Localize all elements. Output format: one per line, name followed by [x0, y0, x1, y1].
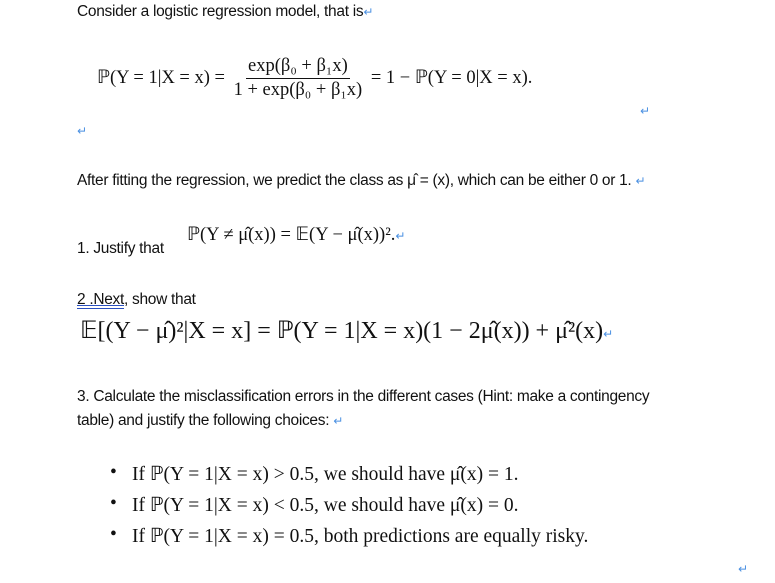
list-item: • If ℙ(Y = 1|X = x) > 0.5, we should have μ̂(x) = 1.	[110, 462, 588, 493]
paragraph-mark-icon: ↵	[635, 174, 646, 188]
q2-label: 2 .Next, show that	[77, 291, 196, 308]
paragraph-mark-icon: ↵	[640, 104, 651, 118]
q3-line1: 3. Calculate the misclassification errors in the different cases (Hint: make a contingency	[77, 388, 650, 405]
paragraph-mark-icon: ↵	[333, 414, 343, 428]
list-item: • If ℙ(Y = 1|X = x) = 0.5, both predictions are equally risky.	[110, 524, 588, 555]
paragraph-mark-icon: ↵	[77, 124, 88, 138]
q1-label: 1. Justify that	[77, 240, 164, 257]
formula-fraction	[234, 56, 363, 101]
q1-formula: ℙ(Y ≠ μ̂(x)) = 𝔼(Y − μ̂(x))².↵	[187, 225, 406, 245]
paragraph-mark-icon: ↵	[363, 5, 374, 19]
formula-lhs: ℙ(Y = 1|X = x) =	[97, 67, 225, 88]
paragraph-mark-icon: ↵	[738, 562, 749, 576]
paragraph-mark-icon: ↵	[603, 327, 614, 341]
numerator: exp(β₀ + β₁x)	[246, 56, 350, 79]
denominator: 1 + exp(β₀ + β₁x)	[233, 80, 363, 100]
logistic-formula	[97, 56, 532, 101]
q2-formula: 𝔼[(Y − μ̂)²|X = x] = ℙ(Y = 1|X = x)(1 − 2μ̂(x)) + μ̂²(x)↵	[80, 318, 614, 344]
next-link[interactable]: 2 .Next	[77, 291, 125, 308]
list-item: • If ℙ(Y = 1|X = x) < 0.5, we should have μ̂(x) = 0.	[110, 493, 588, 524]
paragraph-mark-icon: ↵	[395, 229, 406, 243]
choices-list	[110, 462, 588, 555]
intro-text: Consider a logistic regression model, that is↵	[77, 3, 374, 20]
formula-rhs: = 1 − ℙ(Y = 0|X = x).	[370, 67, 533, 88]
q3-line2: table) and justify the following choices: ↵	[77, 412, 343, 429]
after-fitting-text: After fitting the regression, we predict the class as μ̂ = (x), which can be either 0 or 1. ↵	[77, 172, 646, 189]
